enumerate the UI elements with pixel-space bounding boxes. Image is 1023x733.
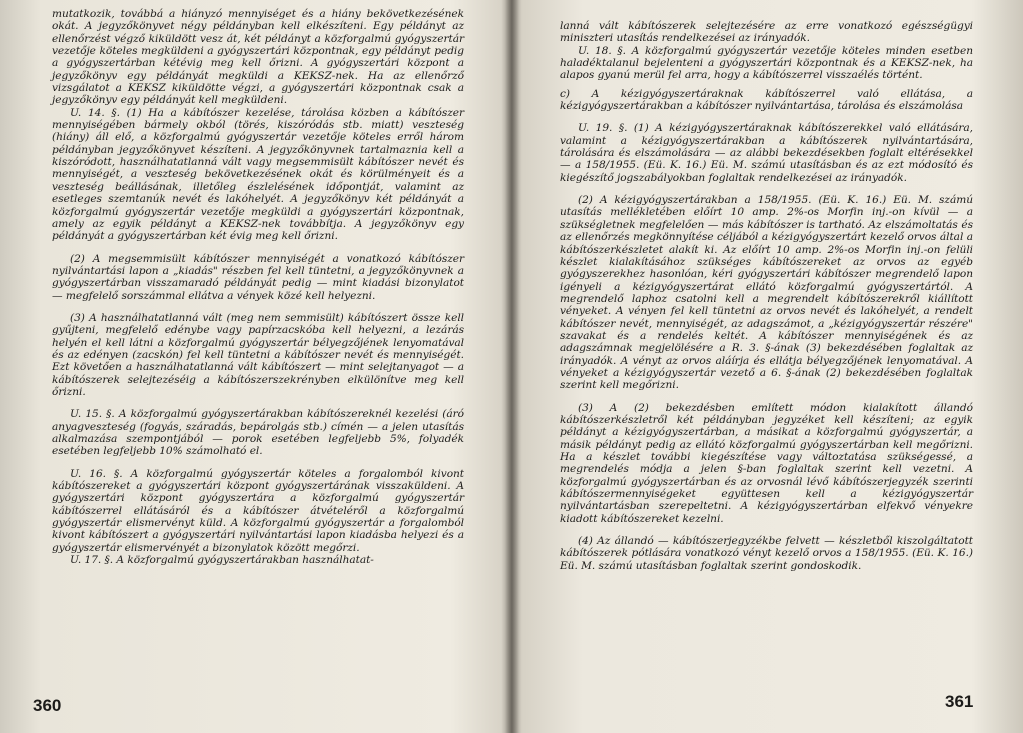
right-section-heading: c) A kézigyógyszertáraknak kábítószerrel való ellátása, a kézigyógyszertárakban a kábítószer nyilvántartása, tárolása és elszámolása [560, 87, 973, 113]
left-paragraph-7: U. 17. §. A közforgalmú gyógyszertárakban használhatat- [70, 554, 374, 567]
page-number-left: 360 [33, 696, 62, 715]
right-page [560, 20, 973, 572]
right-paragraph-5: (3) A (2) bekezdésben említett módon kialakított állandó kábítószerkészletről két példányban jegyzéket kell készíteni; az egyik példányt a kézigyógyszertárban, a másikat a közforgalmú gyógyszertár, a másik példányt pedig az ellátó közforgalmú gyógyszertárban kell megőrizni. Ha a készlet további kiegészítése vagy változtatása szükségessé, a megrendelés módja a jelen §-ban foglaltak szerint kell vezetni. A közforgalmú gyógyszertárban és az orvosnál lévő kábítószerjegyzék szerinti kábítószermennyiségeket együttesen kell a kézigyógyszertár nyilvántartásban szerepeltetni. A kézigyógyszertárban elfekvő vényekre kiadott kábítószereket kezelni. [560, 401, 973, 525]
right-paragraph-3: U. 19. §. (1) A kézigyógyszertáraknak kábítószerekkel való ellátására, valamint a kézigyógyszertárakban a kábítószerek nyilvántartására, tárolására és elszámolására — az alábbi bekezdésekben foglalt eltérésekkel — a 158/1955. (Eü. K. 16.) Eü. M. számú utasításban és az ezt módosító és kiegészítő jogszabályokban foglaltak rendelkezései az irányadók. [560, 122, 973, 184]
left-paragraph-1: mutatkozik, továbbá a hiányzó mennyiséget és a hiány bekövetkezésének okát. A jegyzőkönyvet négy példányban kell elkészíteni. Egy példányt az ellenőrzést végző kiküldött vesz át, két példányt a közforgalmú gyógyszertár vezetője köteles megküldeni a gyógyszertári központnak, egy példányt pedig a gyógyszertárban kétévig meg kell őrizni. A gyógyszertári központ a jegyzőkönyv egy példányát megküldi a KEKSZ-nek. Ha az ellenőrző vizsgálatot a KEKSZ kiküldötte végzi, a gyógyszertári központnak csak a jegyzőkönyv egy példányát kell megküldeni. [52, 8, 464, 107]
left-paragraph-4: (3) A használhatatlanná vált (meg nem semmisült) kábítószert össze kell gyűjteni, megfelelő edénybe vagy papírzacskóba kell helyezni, a lezárás helyén el kell látni a közforgalmú gyógyszertár bélyegzőjének lenyomatával és az edényen (zacskón) fel kell tüntetni a kábítószer nevét és mennyiségét. Ezt követően a használhatatlanná vált kábítószert — mint selejtanyagot — a kábítószerek selejtezéséig a kábítószerszekrényben elkülönítve meg kell őrizni. [52, 311, 464, 398]
right-paragraph-4: (2) A kézigyógyszertárakban a 158/1955. (Eü. K. 16.) Eü. M. számú utasítás mellékletében előírt 10 amp. 2%-os Morfin inj.-on kívül — a szükségletnek megfelelően — más kábítószer is tartható. Az elszámoltatás és az ellenőrzés megkönnyítése céljából a kézigyógyszertárt kezelő orvos által a kábítószerkészletet alakít ki. Az előírt 10 amp. 2%-os Morfin inj.-on felüli készlet kialakításához szükséges kábítószereket az orvos az egyéb gyógyszerekhez hasonlóan, kéri gyógyszertári kábítószer megrendelő lapon igényeli a kézigyógyszertárat ellátó közforgalmú gyógyszertártól. A megrendelő laphoz csatolni kell a megrendelt kábítószerekről kiállított vényeket. A vényen fel kell tüntetni az orvos nevét és lakóhelyét, a rendelt kábítószer nevét, mennyiségét, az adagszámot, a „kézigyógyszertár részére" szavakat és a rendelés keltét. A kábítószer mennyiségének és az adagszámnak megjelölésére a R. 3. §-ának (3) bekezdésében foglaltak az irányadók. A vényt az orvos aláírja és ellátja bélyegzőjének lenyomatával. A vényeket a kézigyógyszertár vezető a 6. §-ának (2) bekezdésében foglaltak szerint kell megőrizni. [560, 194, 973, 392]
page-number-right: 361 [945, 692, 974, 711]
left-paragraph-5: U. 15. §. A közforgalmú gyógyszertárakban kábítószereknél kezelési (áró anyagveszteség (fogyás, száradás, bepárolgás stb.) címén — a jelen utasítás alkalmazása szempontjából — porok esetében legfeljebb 5%, folyadék esetében legfeljebb 10% számolható el. [52, 408, 464, 458]
left-paragraph-3: (2) A megsemmisült kábítószer mennyiségét a vonatkozó kábítószer nyilvántartási lapon a „kiadás" részben fel kell tüntetni, a jegyzőkönyvnek a gyógyszertárban visszamaradó példányát pedig — mint kiadási bizonylatot — megfelelő sorszámmal ellátva a vények közé kell helyezni. [52, 252, 464, 302]
book-gutter [505, 0, 519, 733]
right-paragraph-1: lanná vált kábítószerek selejtezésére az erre vonatkozó egészségügyi miniszteri utasítás rendelkezései az irányadók. [560, 20, 973, 45]
left-page [52, 8, 464, 566]
left-paragraph-6: U. 16. §. A közforgalmú gyógyszertár köteles a forgalomból kivont kábítószereket a gyógyszertári központ gyógyszertárának visszaküldeni. A gyógyszertári központ gyógyszertára a közforgalmú gyógyszertár kábítószerrel ellátásáról és a kábítószer átvételéről a közforgalmú gyógyszertár elismervényt küld. A közforgalmú gyógyszertár a forgalomból kivont kábítószert a gyógyszertári nyilvántartási lapon kiadásba helyezi és a gyógyszertár elismervényét a bizonylatok között megőrzi. [52, 467, 464, 554]
left-paragraph-2: U. 14. §. (1) Ha a kábítószer kezelése, tárolása közben a kábítószer mennyiségében bármely okból (törés, kiszóródás stb. miatt) veszteség (hiány) áll elő, a közforgalmú gyógyszertár vezetője köteles erről három példányban jegyzőkönyvet készíteni. A jegyzőkönyvnek tartalmaznia kell a kiszóródott, használhatatlanná vált vagy megsemmisült kábítószer nevét és mennyiségét, a veszteség bekövetkezésének okát és körülményeit és a veszteség beállásának, illetőleg észlelésének időpontját, valamint az esetleges szemtanúk nevét és lakóhelyét. A jegyzőkönyv két példányát a közforgalmú gyógyszertár vezetője megküldi a gyógyszertári központnak, amely az egyik példányt a KEKSZ-nek továbbítja. A jegyzőkönyv egy példányát a gyógyszertárban két évig meg kell őrizni. [52, 106, 464, 243]
right-paragraph-2: U. 18. §. A közforgalmú gyógyszertár vezetője köteles minden esetben haladéktalanul bejelenteni a gyógyszertári központnak és a KEKSZ-nek, ha alapos gyanú merül fel arra, hogy a kábítószerrel visszaélés történt. [560, 44, 973, 82]
right-paragraph-6: (4) Az állandó — kábítószerjegyzékbe felvett — készletből kiszolgáltatott kábítószerek pótlására vonatkozó vényt kezelő orvos a 158/1955. (Eü. K. 16.) Eü. M. számú utasításban foglaltak szerint gondoskodik. [560, 535, 973, 572]
